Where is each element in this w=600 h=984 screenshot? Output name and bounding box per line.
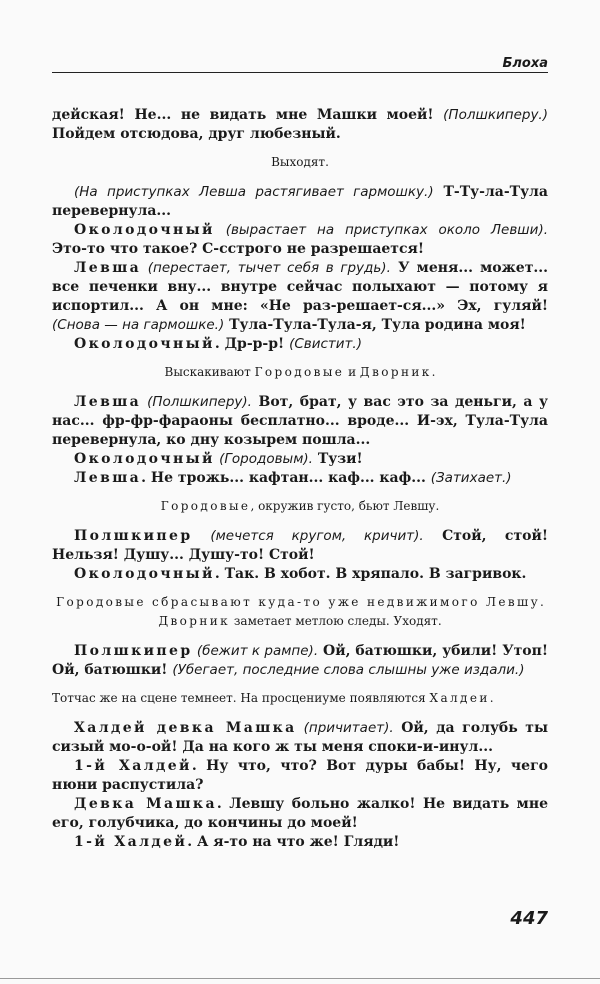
speaker-name: Околодочный [74,222,215,238]
footer-rule [0,978,600,979]
speaker-name: Околодочный [74,336,215,352]
header-rule [52,72,548,73]
stage-direction: Выходят. [271,155,329,169]
speaker-name: Халдей девка Машка [74,720,297,736]
dialogue-line: 1-й Халдей. Ну что, что? Вот дуры бабы! Ну, чего нюни распустила? [52,758,548,793]
text-line: дейская! Не... не видать мне Машки моей! (Полшкиперу.) Пойдем отсюдова, друг любезный. [52,107,548,142]
dialogue-line: Халдей девка Машка (причитает). Ой, да голубь ты сизый мо-о-ой! Да на кого ж ты меня споки-и-инул... [52,720,548,755]
dialogue-line: Левша. Не трожь... кафтан... каф... каф... (Затихает.) [74,470,512,486]
dialogue-line: Полшкипер (бежит к рампе). Ой, батюшки, убили! Утоп! Ой, батюшки! (Убегает, последние слова слышны уже издали.) [52,643,548,678]
dialogue-line: 1-й Халдей. А я-то на что же! Гляди! [74,834,400,850]
stage-direction: Тотчас же на сцене темнеет. На просцениуме появляются Халдеи. [52,691,494,705]
dialogue-line: Полшкипер (мечется кругом, кричит). Стой, стой! Нельзя! Душу... Душу-то! Стой! [52,528,549,563]
speaker-name: 1-й Халдей [74,834,188,850]
play-text [52,106,548,852]
stage-direction: Городовые, окружив густо, бьют Левшу. [160,499,440,513]
page-number: 447 [510,908,548,929]
speaker-name: Левша [74,394,142,410]
dialogue-line: Девка Машка. Левшу больно жалко! Не видать мне его, голубчика, до кончины до моей! [52,796,548,831]
speaker-name: Девка Машка [74,796,217,812]
dialogue-line: Околодочный (вырастает на приступках около Левши). Это-то что такое? С-сстрого не разрешается! [52,222,548,257]
speaker-name: Околодочный [74,451,215,467]
stage-direction: Выскакивают Городовые и Дворник. [164,365,436,379]
dialogue-line: Околодочный. Др-р-р! (Свистит.) [74,336,362,352]
dialogue-line: Околодочный (Городовым). Тузи! [74,451,363,467]
stage-direction: Городовые сбрасывают куда-то уже недвижимого Левшу. Дворник заметает метлою следы. Уходят. [56,595,544,628]
speaker-name: Полшкипер [74,528,193,544]
speaker-name: Левша [74,470,142,486]
speaker-name: Околодочный [74,566,215,582]
running-title: Блоха [502,56,548,71]
dialogue-line: Левша (Полшкиперу). Вот, брат, у вас это за деньги, а у нас... фр-фр-фараоны бесплатно... вроде... И-эх, Тула-Тула перевернула, ко дну козырем пошла... [52,394,548,448]
speaker-name: 1-й Халдей [74,758,192,774]
speaker-name: Полшкипер [74,643,193,659]
text-line: (На приступках Левша растягивает гармошку.) Т-Ту-ла-Тула перевернула... [52,184,548,219]
dialogue-line: Околодочный. Так. В хобот. В хряпало. В загривок. [74,566,527,582]
speaker-name: Левша [74,260,142,276]
dialogue-line: Левша (перестает, тычет себя в грудь). У меня... может... все печенки вну... внутре сейчас полыхают — потому я испортил... А он мне: «Не раз-решает-ся...» Эх, гуляй! (Снова — на гармошке.) Тула-Тула-Тула-я, Тула родина моя! [52,260,548,333]
